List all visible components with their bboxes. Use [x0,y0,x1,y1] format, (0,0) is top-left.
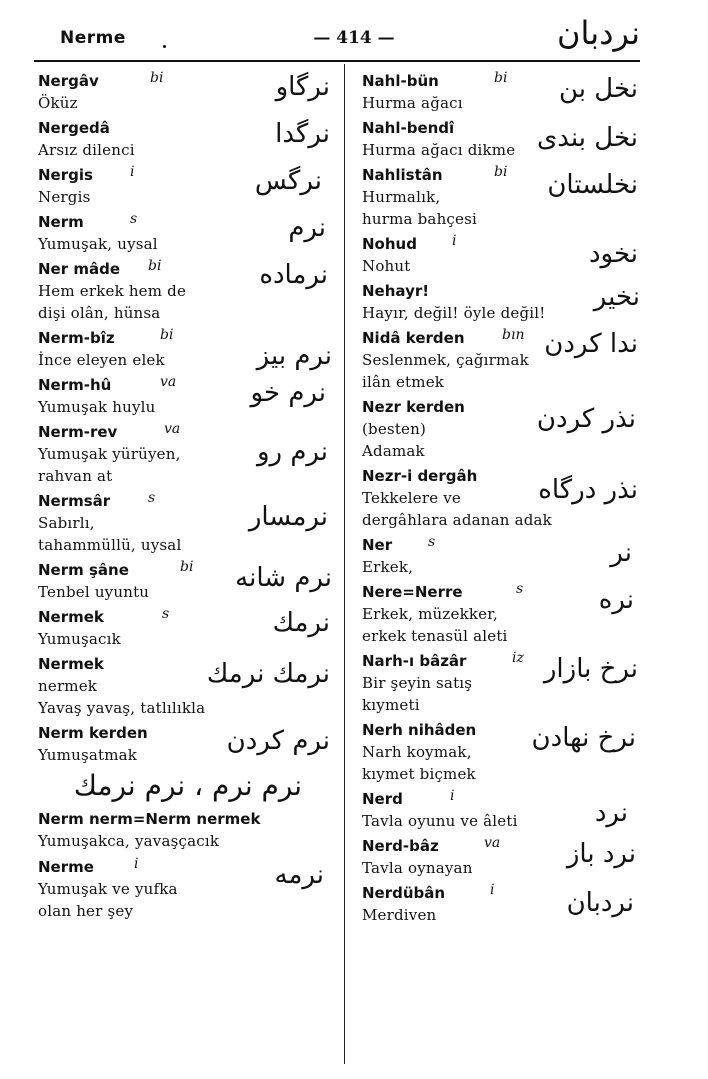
dictionary-entry [38,421,338,487]
entry-definition: Tekkelere ve [362,489,462,507]
part-of-speech: s [162,606,170,622]
entry-headword: Nohud [362,235,417,253]
arabic-script-word: نخل بندى [536,123,638,153]
arabic-script-word: نر [610,538,632,568]
dictionary-entry [38,374,338,418]
entry-definition: dergâhlara adanan adak [362,511,552,529]
arabic-script-word: نخلستان [547,170,638,200]
dictionary-entry [38,117,338,161]
dictionary-entry [362,465,642,531]
entry-headword: Nahl-bün [362,72,439,90]
entry-definition: Erkek, müzekker, [362,605,498,623]
dictionary-entry [362,650,642,716]
entry-definition: Öküz [38,94,78,112]
part-of-speech: i [452,233,457,249]
entry-definition: Yumuşakca, yavaşçacık [38,832,220,850]
entry-definition: olan her şey [38,902,134,920]
entry-headword: Nerm [38,213,84,231]
part-of-speech: s [428,534,436,550]
entry-definition: nermek [38,677,98,695]
dictionary-entry [362,164,642,230]
arabic-script-word: نرمك نرمك [206,659,330,689]
part-of-speech: bi [494,164,508,180]
arabic-script-word: نرگاو [275,72,330,102]
entry-headword: Nergâv [38,72,99,90]
arabic-script-word: نخير [593,282,640,312]
entry-headword: Nerm-bîz [38,329,115,347]
dictionary-entry [38,559,338,603]
arabic-script-word: نرم شانه [235,563,332,593]
part-of-speech: iz [512,650,524,666]
part-of-speech: bi [180,559,194,575]
entry-headword: Nermek [38,655,104,673]
part-of-speech: bın [502,327,525,343]
arabic-script-word: نرگس [254,166,322,196]
arabic-script-word: نرخ بازار [543,654,638,684]
entry-definition: ilân etmek [362,373,445,391]
dictionary-entry [38,327,338,371]
entry-definition: (besten) [362,420,427,438]
entry-headword: Nergedâ [38,119,110,137]
entry-definition: Hurma ağacı [362,94,463,112]
entry-definition: tahammüllü, uysal [38,536,182,554]
entry-headword: Nahlistân [362,166,443,184]
header-rule [34,60,640,62]
part-of-speech: i [130,164,135,180]
dictionary-entry [362,70,642,114]
arabic-script-word: نرم [288,213,326,243]
entry-headword: Nere=Nerre [362,583,463,601]
part-of-speech: bi [148,258,162,274]
entry-headword: Ner mâde [38,260,121,278]
part-of-speech: va [164,421,181,437]
entry-definition: Erkek, [362,558,414,576]
arabic-script-word: نرمسار [248,502,328,532]
dictionary-entry [38,70,338,114]
entry-definition: Seslenmek, çağırmak [362,351,529,369]
guide-word: Nerme [60,28,126,48]
entry-headword: Ner [362,536,393,554]
part-of-speech: s [130,211,138,227]
arabic-script-word: نرخ نهادن [531,723,636,753]
dictionary-entry [362,788,642,832]
entry-definition: Nergis [38,188,91,206]
entry-headword: Nerme [38,858,94,876]
entry-headword: Nidâ kerden [362,329,465,347]
entry-definition: Sabırlı, [38,514,95,532]
arabic-script-word: نرم خو [250,378,326,408]
entry-headword: Nermek [38,608,104,626]
column-divider [344,64,345,1064]
arabic-script-word: نردبان [566,888,634,918]
entry-definition: Merdiven [362,906,437,924]
entry-headword: Nerd [362,790,403,808]
entry-headword: Narh-ı bâzâr [362,652,467,670]
entry-definition: Narh koymak, [362,743,472,761]
part-of-speech: va [484,835,501,851]
entry-headword: Nerd-bâz [362,837,439,855]
entry-definition: Tenbel uyuntu [38,583,150,601]
dictionary-entry [362,534,642,578]
arabic-script-word: ندا كردن [544,329,638,359]
part-of-speech: s [516,581,524,597]
entry-headword: Nerh nihâden [362,721,477,739]
entry-definition: Yumuşak yürüyen, [38,445,181,463]
arabic-script-word: نرم بيز [256,341,332,371]
entry-definition: Yumuşak, uysal [38,235,158,253]
entry-definition: Yumuşacık [38,630,121,648]
right-column [362,70,642,926]
arabic-script-word: نخود [588,239,638,269]
dictionary-entry [38,808,338,852]
entry-definition: hurma bahçesi [362,210,478,228]
arabic-script-word: نرماده [259,260,328,290]
part-of-speech: bi [150,70,164,86]
dictionary-entry [38,258,338,324]
dictionary-entry [38,164,338,208]
arabic-script-word: نرمه [274,860,324,890]
part-of-speech: va [160,374,177,390]
entry-definition: Yumuşak huylu [38,398,156,416]
dictionary-entry [362,396,642,462]
dictionary-entry [38,768,338,804]
arabic-script-word: نرمك [272,608,330,638]
entry-headword: Nerdübân [362,884,446,902]
part-of-speech: i [490,882,495,898]
entry-definition: erkek tenasül aleti [362,627,508,645]
dictionary-entry [38,606,338,650]
arabic-script-word: نرم كردن [226,726,330,756]
entry-definition: Yumuşak ve yufka [38,880,178,898]
arabic-script-word: نذر كردن [536,404,636,434]
entry-definition: Arsız dilenci [38,141,135,159]
entry-headword: Nerm-hû [38,376,112,394]
arabic-script-word: نخل بن [558,74,638,104]
entry-headword: Nermsâr [38,492,111,510]
dictionary-entry [362,719,642,785]
dictionary-entry [38,653,338,719]
dictionary-entry [38,490,338,556]
entry-headword: Nerm-rev [38,423,118,441]
arabic-script-word: نرگدا [275,119,330,149]
left-column [38,70,338,922]
arabic-script-word: نرم نرم ، نرم نرمك [73,769,303,802]
entry-definition: Yavaş yavaş, tatlılıkla [38,699,206,717]
entry-definition: İnce eleyen elek [38,351,165,369]
entry-headword: Nezr kerden [362,398,465,416]
entry-definition: Bir şeyin satış [362,674,473,692]
arabic-script-word: نرم رو [256,437,328,467]
entry-definition: Hurmalık, [362,188,441,206]
entry-definition: dişi olân, hünsa [38,304,161,322]
entry-definition: Hem erkek hem de [38,282,187,300]
entry-definition: Adamak [362,442,425,460]
arabic-guide-word: نردبان [557,14,640,52]
entry-headword: Nezr-i dergâh [362,467,478,485]
entry-definition: Hayır, değil! öyle değil! [362,304,546,322]
part-of-speech: i [450,788,455,804]
entry-definition: kıymet biçmek [362,765,476,783]
dictionary-entry [38,722,338,766]
dictionary-entry [362,233,642,277]
part-of-speech: i [134,856,139,872]
entry-headword: Nerm kerden [38,724,148,742]
dictionary-entry [362,581,642,647]
entry-definition: kıymeti [362,696,420,714]
dictionary-entry [362,882,642,926]
arabic-script-word: نره [598,585,634,615]
entry-definition: Hurma ağacı dikme [362,141,516,159]
arabic-script-word: نذر درگاه [538,475,638,505]
entry-definition: Tavla oynayan [362,859,473,877]
entry-definition: Yumuşatmak [38,746,138,764]
entry-definition: Tavla oyunu ve âleti [362,812,518,830]
entry-headword: Nahl-bendî [362,119,455,137]
entry-headword: Nergis [38,166,93,184]
arabic-script-word: نرد باز [566,839,636,869]
dictionary-entry [362,835,642,879]
dictionary-entry [362,117,642,161]
dictionary-entry [362,327,642,393]
entry-definition: rahvan at [38,467,113,485]
entry-headword: Nerm nerm=Nerm nermek [38,810,261,828]
entry-definition: Nohut [362,257,411,275]
dictionary-entry [38,211,338,255]
dictionary-entry [362,280,642,324]
entry-headword: Nehayr! [362,282,430,300]
arabic-script-word: نرد [594,798,628,828]
dictionary-entry [38,856,338,922]
entry-headword: Nerm şâne [38,561,129,579]
part-of-speech: bi [160,327,174,343]
page-number: — 414 — [313,28,395,48]
part-of-speech: s [148,490,156,506]
part-of-speech: bi [494,70,508,86]
